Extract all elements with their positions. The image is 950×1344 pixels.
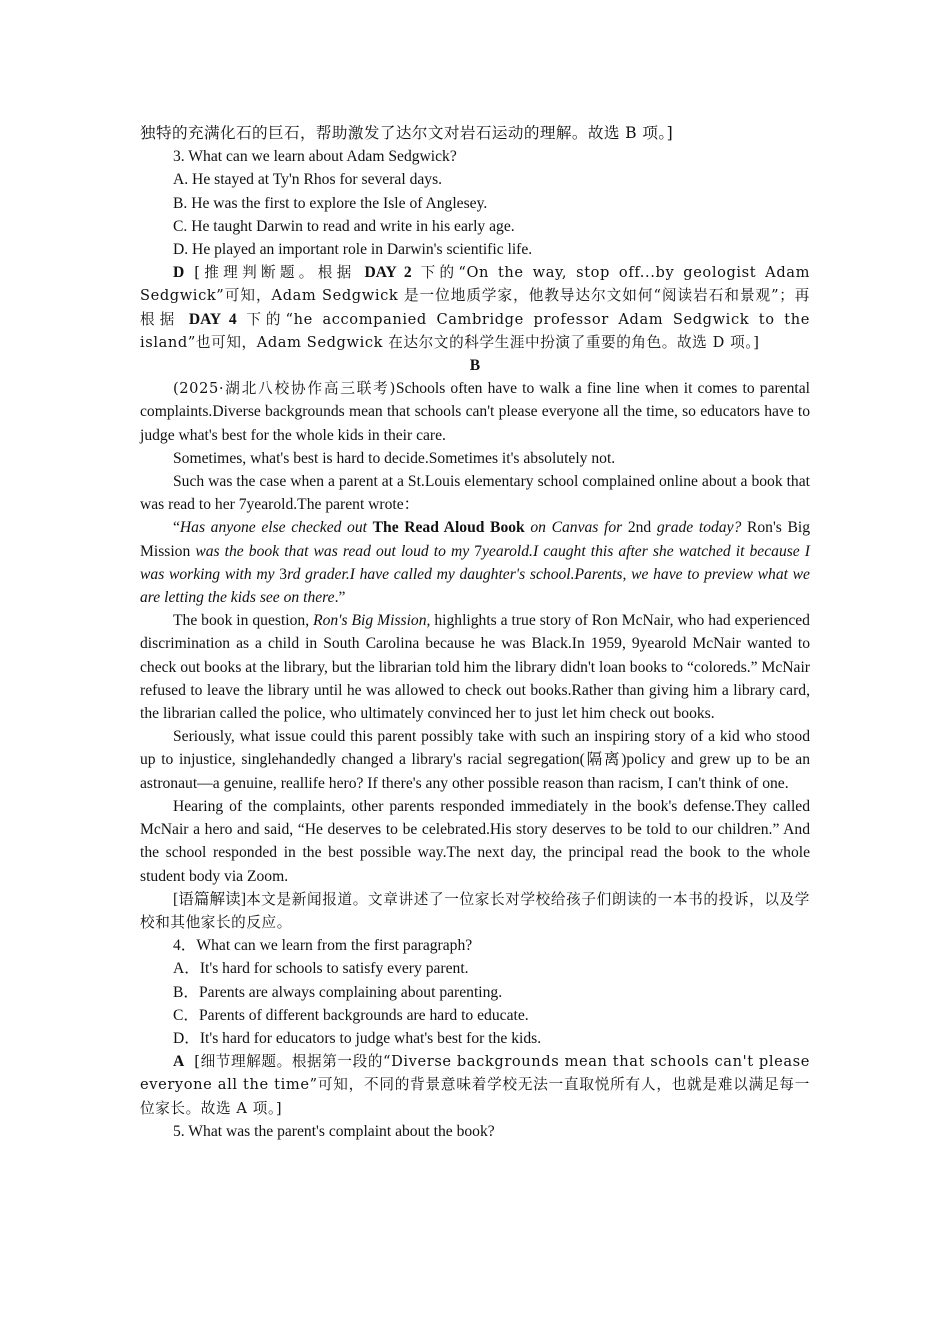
document-page (140, 122, 810, 1143)
question-3-stem: 3. What can we learn about Adam Sedgwick? (173, 148, 457, 166)
passage-paragraph-1: (2025·湖北八校协作高三联考)Schools often have to walk a fine line when it comes to parental complaints.Diverse backgrounds mean that schools can't please everyone all the time, so educators have to judge what's best for the whole kids in their care. (140, 380, 810, 444)
passage-paragraph-5: Seriously, what issue could this parent possibly take with such an inspiring story of a kid who stood up to injustice, singlehandedly changed a library's racial segregation(隔离)policy and grew up to be an astronaut—a genuine, reallife hero? If there's any other possible reason than racism, I can't think of one. (140, 728, 810, 792)
question-5-stem: 5. What was the parent's complaint about the book? (173, 1122, 495, 1140)
question-3-option-b: B. He was the first to explore the Isle of Anglesey. (173, 194, 488, 212)
reading-summary: [语篇解读]本文是新闻报道。文章讲述了一位家长对学校给孩子们朗读的一本书的投诉，以及学校和其他家长的反应。 (140, 890, 811, 931)
question-4-answer: A (173, 1053, 185, 1071)
section-b-heading: B (469, 357, 481, 375)
passage-source: (2025·湖北八校协作高三联考) (173, 380, 396, 398)
question-4-option-d: D．It's hard for educators to judge what's best for the kids. (173, 1029, 542, 1047)
question-3-option-c: C. He taught Darwin to read and write in his early age. (173, 217, 515, 235)
passage-paragraph-6: Hearing of the complaints, other parents responded immediately in the book's defense.They called McNair a hero and said, “He deserves to be celebrated.His story deserves to be told to our children.” And the school responded in the best possible way.The next day, the principal read the book to the whole student body via Zoom. (140, 797, 810, 885)
question-4-option-c: C．Parents of different backgrounds are hard to educate. (173, 1006, 529, 1024)
question-4-option-a: A．It's hard for schools to satisfy every parent. (173, 960, 469, 978)
question-4-option-b: B．Parents are always complaining about parenting. (173, 983, 503, 1001)
question-3-option-a: A. He stayed at Ty'n Rhos for several days. (173, 171, 443, 189)
passage-paragraph-3: Such was the case when a parent at a St.Louis elementary school complained online about a book that was read to her 7yearold.The parent wrote： (140, 473, 810, 514)
question-3-option-d: D. He played an important role in Darwin's scientific life. (173, 241, 533, 259)
passage-paragraph-4: The book in question, Ron's Big Mission, highlights a true story of Ron McNair, who had experienced discrimination as a child in South Carolina because he was Black.In 1959, 9yearold McNair wanted to check out books at the library, but the librarian told him the library didn't loan books to “coloreds.” McNair refused to leave the library until he was allowed to check out books.Rather than giving him a library card, the librarian called the police, who ultimately convinced her to just let him check out books. (140, 612, 810, 723)
reading-summary-label: [语篇解读] (173, 890, 247, 908)
question-3-answer: D (173, 264, 185, 282)
prev-explanation-tail: 独特的充满化石的巨石，帮助激发了达尔文对岩石运动的理解。故选 B 项。] (140, 124, 674, 142)
question-4-stem: 4．What can we learn from the first paragraph? (173, 937, 473, 955)
book-title: The Read Aloud Book (372, 519, 525, 537)
question-3-explanation: D [推理判断题。根据 DAY 2 下的“On the way, stop off...by geologist Adam Sedgwick”可知，Adam Sedgwick 是一位地质学家，他教导达尔文如何“阅读岩石和景观”；再根据 DAY 4 下的“he accompanied Cambridge professor Adam Sedgwick to the island”也可知，Adam Sedgwick 在达尔文的科学生涯中扮演了重要的角色。故选 D 项。] (140, 264, 811, 351)
parent-quote: “Has anyone else checked out The Read Aloud Book on Canvas for 2nd grade today? Ron's Big Mission was the book that was read out loud to my 7yearold.I caught this after she watched it because I was working with my 3rd grader.I have called my daughter's school.Parents, we have to preview what we are letting the kids see on there.” (140, 519, 810, 607)
question-4-explanation: A [细节理解题。根据第一段的“Diverse backgrounds mean that schools can't please everyone all the time”可知，不同的背景意味着学校无法一直取悦所有人，也就是难以满足每一位家长。故选 A 项。] (140, 1053, 810, 1117)
passage-paragraph-2: Sometimes, what's best is hard to decide.Sometimes it's absolutely not. (173, 449, 616, 467)
